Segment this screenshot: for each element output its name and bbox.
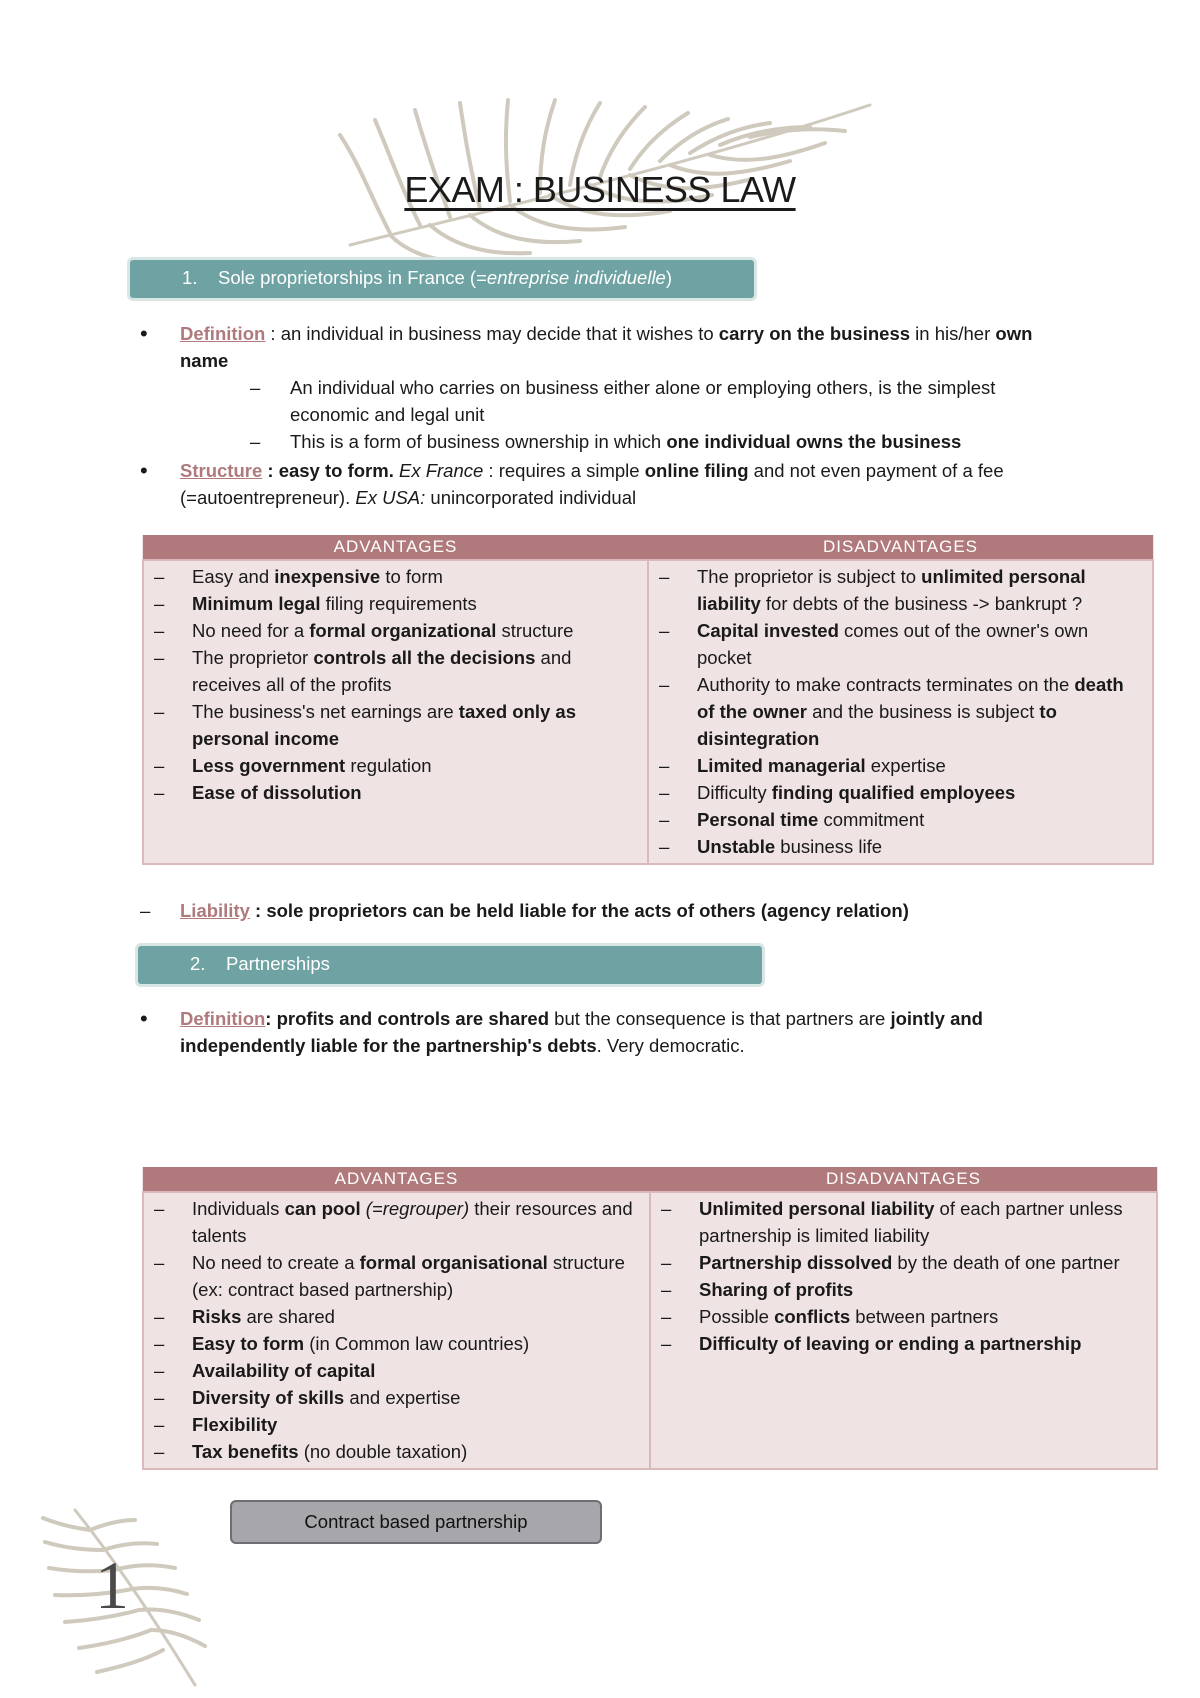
disadvantages-header: DISADVANTAGES	[650, 1167, 1157, 1192]
contract-based-partnership-button[interactable]: Contract based partnership	[230, 1500, 602, 1544]
dash-icon: –	[661, 1333, 672, 1354]
list-item-text: expertise	[865, 755, 946, 776]
list-item-text: death of the owner	[697, 674, 1124, 722]
list-item-text: filing requirements	[320, 593, 477, 614]
list-item-text: can pool	[284, 1198, 361, 1219]
list-item-text: Partnership dissolved	[699, 1252, 893, 1273]
list-item	[659, 1276, 1148, 1303]
section-1-header	[127, 257, 757, 301]
partnership-bold-b: jointly and independently liable for the partnership's debts	[180, 1008, 983, 1056]
structure-text-b: and not even payment of a fee (=autoentrepreneur).	[180, 460, 1004, 508]
definition-bold-a: carry on the business	[718, 323, 911, 344]
dash-icon: –	[659, 674, 670, 695]
advantages-header: ADVANTAGES	[143, 1167, 650, 1192]
list-item	[152, 617, 639, 644]
dash-icon: –	[154, 1387, 165, 1408]
list-item-text: Limited managerial	[697, 755, 866, 776]
list-item-text: Easy and	[192, 566, 275, 587]
partnership-definition-bullet	[140, 1005, 1080, 1059]
section-1-number: 1.	[182, 267, 198, 288]
list-item-text: Diversity of skills	[192, 1387, 345, 1408]
list-item	[152, 752, 639, 779]
liability-line	[140, 897, 1140, 924]
list-item-text: for debts of the business -> bankrupt ?	[760, 593, 1083, 614]
list-item-text: The business's net earnings are	[192, 701, 459, 722]
partnership-table	[142, 1167, 1158, 1470]
definition-text-b: in his/her	[910, 323, 996, 344]
section-1-heading-italic: entreprise individuelle	[486, 267, 666, 288]
list-item-text: structure (ex: contract based partnership)	[192, 1252, 625, 1300]
definition-sub-1	[250, 374, 1030, 428]
list-item-text: and expertise	[344, 1387, 461, 1408]
liability-term: Liability	[180, 900, 250, 921]
dash-icon: –	[154, 782, 165, 803]
structure-text	[180, 457, 1080, 511]
list-item	[657, 563, 1144, 617]
list-item-text: Risks	[192, 1306, 242, 1327]
advantages-header: ADVANTAGES	[143, 535, 648, 560]
page-title: EXAM : BUSINESS LAW	[404, 169, 796, 210]
list-item-text: are shared	[241, 1306, 335, 1327]
list-item-text: of each partner unless partnership is limited liability	[699, 1198, 1123, 1246]
dash-icon: –	[154, 1333, 165, 1354]
list-item-text: business life	[775, 836, 883, 857]
advantages-cell	[143, 1192, 650, 1469]
structure-text-c: unincorporated individual	[425, 487, 637, 508]
structure-bullet	[140, 457, 1080, 511]
list-item-text: Flexibility	[192, 1414, 278, 1435]
dash-icon: –	[250, 377, 261, 398]
dash-icon: –	[659, 620, 670, 641]
list-item-text: Ease of dissolution	[192, 782, 362, 803]
dash-icon: –	[154, 566, 165, 587]
list-item-text: The proprietor is subject to	[697, 566, 922, 587]
list-item	[152, 779, 639, 806]
list-item	[152, 590, 639, 617]
list-item	[152, 1249, 641, 1303]
list-item-text: Personal time	[697, 809, 819, 830]
dash-icon: –	[154, 1360, 165, 1381]
list-item-text: to form	[380, 566, 443, 587]
structure-bold-b: online filing	[644, 460, 749, 481]
bullet-icon: •	[140, 458, 148, 483]
bullet-icon: •	[140, 321, 148, 346]
list-item	[659, 1249, 1148, 1276]
list-item	[657, 671, 1144, 752]
dash-icon: –	[154, 1441, 165, 1462]
list-item-text: Unstable	[697, 836, 776, 857]
list-item-text: and receives all of the profits	[192, 647, 572, 695]
list-item-text: Individuals	[192, 1198, 285, 1219]
list-item-text: formal organizational	[309, 620, 497, 641]
list-item	[657, 752, 1144, 779]
list-item	[659, 1195, 1148, 1249]
dash-icon: –	[154, 1306, 165, 1327]
list-item	[152, 1438, 641, 1465]
list-item-text: by the death of one partner	[892, 1252, 1120, 1273]
definition-sub-2	[250, 428, 1030, 455]
list-item-text: inexpensive	[274, 566, 381, 587]
structure-term: Structure	[180, 460, 263, 481]
dash-icon: –	[140, 900, 151, 921]
list-item	[152, 644, 639, 698]
list-item-text: Difficulty of leaving or ending a partnership	[699, 1333, 1082, 1354]
list-item-text: regulation	[345, 755, 432, 776]
section-1-heading-prefix: Sole proprietorships in France (=	[218, 267, 487, 288]
partnership-definition-text	[180, 1005, 1080, 1059]
list-item	[657, 833, 1144, 860]
list-item-text: to disintegration	[697, 701, 1057, 749]
liability-text	[180, 897, 1140, 924]
dash-icon: –	[154, 593, 165, 614]
list-item-text: between partners	[850, 1306, 999, 1327]
list-item	[152, 1303, 641, 1330]
list-item-text: and the business is subject	[806, 701, 1040, 722]
structure-italic-a: Ex France	[393, 460, 484, 481]
definition-sub-2-text	[290, 428, 1030, 455]
advantages-list	[152, 1195, 641, 1465]
liability-body: : sole proprietors can be held liable for the acts of others (agency relation)	[249, 900, 909, 921]
disadvantages-header: DISADVANTAGES	[648, 535, 1153, 560]
partnership-text-a: but the consequence is that partners are	[549, 1008, 891, 1029]
disadvantages-cell	[650, 1192, 1157, 1469]
dash-icon: –	[250, 431, 261, 452]
definition-text	[180, 320, 1080, 374]
dash-icon: –	[661, 1279, 672, 1300]
disadvantages-list	[657, 563, 1144, 860]
section-1-heading-suffix: )	[665, 267, 673, 288]
section-2-header	[135, 943, 765, 987]
list-item	[152, 563, 639, 590]
dash-icon: –	[154, 701, 165, 722]
list-item-text: Less government	[192, 755, 346, 776]
bullet-icon: •	[140, 1006, 148, 1031]
dash-icon: –	[154, 647, 165, 668]
list-item-text: conflicts	[774, 1306, 851, 1327]
list-item-text: Availability of capital	[192, 1360, 376, 1381]
dash-icon: –	[659, 755, 670, 776]
dash-icon: –	[659, 566, 670, 587]
list-item-text: Minimum legal	[192, 593, 321, 614]
structure-bold-a: : easy to form.	[262, 460, 394, 481]
definition-bullet	[140, 320, 1080, 374]
dash-icon: –	[661, 1252, 672, 1273]
list-item	[659, 1330, 1148, 1357]
list-item-text: (=regrouper)	[360, 1198, 470, 1219]
list-item-text: finding qualified employees	[771, 782, 1016, 803]
list-item	[657, 779, 1144, 806]
partnership-definition-term: Definition	[180, 1008, 266, 1029]
list-item-text: Sharing of profits	[699, 1279, 854, 1300]
sole-proprietorship-table	[142, 535, 1154, 865]
list-item-text: commitment	[818, 809, 925, 830]
structure-text-a: : requires a simple	[483, 460, 645, 481]
list-item-text: Capital invested	[697, 620, 839, 641]
dash-icon: –	[154, 1198, 165, 1219]
dash-icon: –	[661, 1306, 672, 1327]
list-item	[152, 1411, 641, 1438]
dash-icon: –	[661, 1198, 672, 1219]
list-item-text: unlimited personal liability	[697, 566, 1086, 614]
list-item-text: Tax benefits	[192, 1441, 299, 1462]
dash-icon: –	[154, 1252, 165, 1273]
structure-italic-b: Ex USA:	[350, 487, 426, 508]
list-item-text: No need for a	[192, 620, 310, 641]
list-item-text: formal organisational	[359, 1252, 548, 1273]
dash-icon: –	[154, 1414, 165, 1435]
disadvantages-cell	[648, 560, 1153, 864]
list-item	[152, 1384, 641, 1411]
section-2-heading: Partnerships	[226, 953, 330, 974]
list-item-text: their resources and talents	[192, 1198, 633, 1246]
definition-text-a: : an individual in business may decide that it wishes to	[265, 323, 719, 344]
partnership-bold-a: : profits and controls are shared	[265, 1008, 550, 1029]
sub2-text: This is a form of business ownership in which	[290, 431, 667, 452]
definition-sub-1-text: An individual who carries on business either alone or employing others, is the simplest economic and legal unit	[290, 377, 996, 425]
list-item	[659, 1303, 1148, 1330]
advantages-list	[152, 563, 639, 806]
dash-icon: –	[659, 836, 670, 857]
definition-bold-b: own name	[180, 323, 1033, 371]
list-item-text: Authority to make contracts terminates on the	[697, 674, 1075, 695]
list-item-text: Possible	[699, 1306, 775, 1327]
list-item	[152, 1195, 641, 1249]
list-item-text: taxed only as personal income	[192, 701, 577, 749]
section-2-number: 2.	[190, 953, 206, 974]
definition-term: Definition	[180, 323, 266, 344]
partnership-text-b: . Very democratic.	[596, 1035, 745, 1056]
page-number: 1	[95, 1547, 129, 1623]
list-item-text: The proprietor	[192, 647, 314, 668]
list-item	[152, 698, 639, 752]
sub2-bold: one individual owns the business	[666, 431, 962, 452]
list-item-text: (no double taxation)	[298, 1441, 468, 1462]
list-item-text: Easy to form	[192, 1333, 305, 1354]
dash-icon: –	[154, 755, 165, 776]
dash-icon: –	[659, 782, 670, 803]
list-item-text: (in Common law countries)	[304, 1333, 530, 1354]
list-item-text: comes out of the owner's own pocket	[697, 620, 1089, 668]
list-item	[152, 1357, 641, 1384]
list-item	[657, 617, 1144, 671]
dash-icon: –	[659, 809, 670, 830]
list-item	[152, 1330, 641, 1357]
list-item	[657, 806, 1144, 833]
list-item-text: structure	[496, 620, 574, 641]
list-item-text: Unlimited personal liability	[699, 1198, 935, 1219]
dash-icon: –	[154, 620, 165, 641]
list-item-text: controls all the decisions	[313, 647, 536, 668]
disadvantages-list	[659, 1195, 1148, 1357]
list-item-text: No need to create a	[192, 1252, 360, 1273]
list-item-text: Difficulty	[697, 782, 772, 803]
advantages-cell	[143, 560, 648, 864]
